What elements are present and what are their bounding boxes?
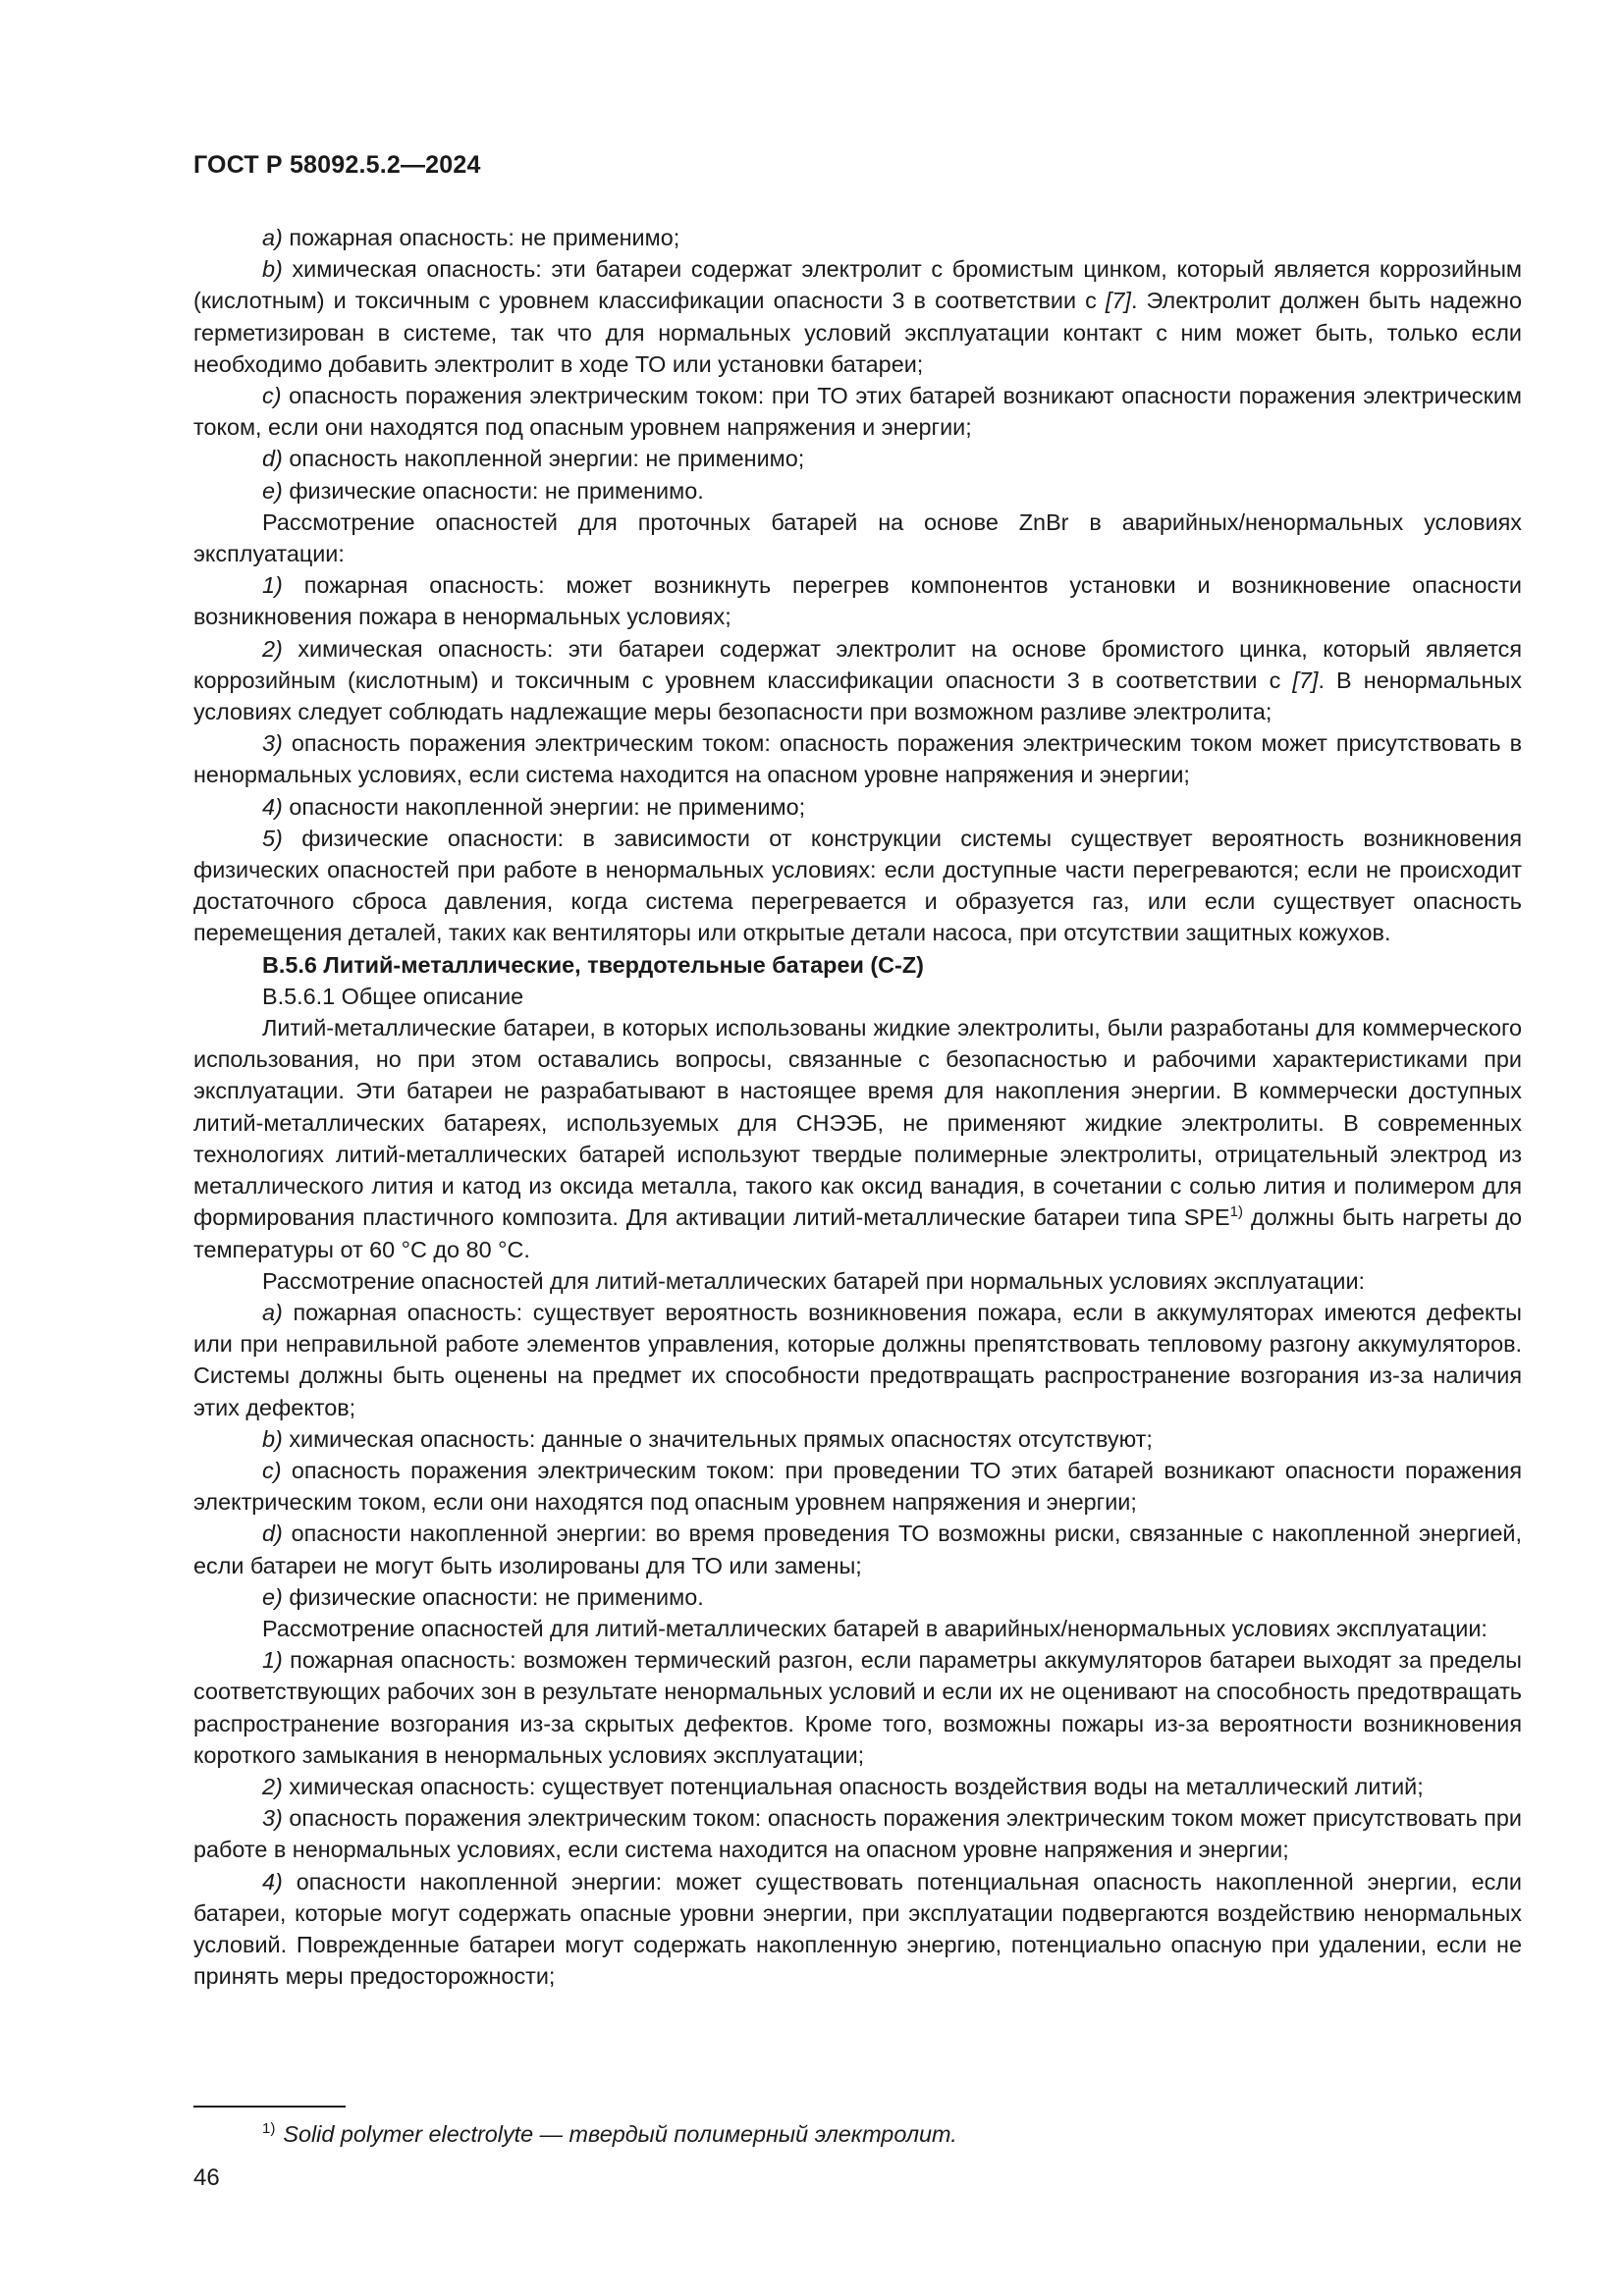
paragraph-text: Рассмотрение опасностей для литий-металлических батарей при нормальных условиях эксплуатации: — [262, 1267, 1366, 1294]
item-label: d) — [262, 446, 283, 472]
paragraph-text: В.5.6 Литий-металлические, твердотельные батареи (C-Z) — [262, 951, 924, 978]
paragraph-text: опасности накопленной энергии: не применимо; — [289, 793, 806, 820]
list-item — [193, 443, 1522, 474]
paragraph-text: пожарная опасность: может возникнуть перегрев компонентов установки и возникновение опасности возникновения пожара в ненормальных условиях; — [193, 572, 1522, 630]
document-body — [193, 222, 1522, 1992]
paragraph — [193, 1012, 1522, 1265]
list-item — [193, 253, 1522, 380]
paragraph-text: пожарная опасность: возможен термический разгон, если параметры аккумуляторов батареи выходят за пределы соответствующих рабочих зон в результате ненормальных условий и если их не оценивают на способность предотвращать распространение возгорания из-за скрытых дефектов. Кроме того, возможны пожары из-за вероятности возникновения короткого замыкания в ненормальных условиях эксплуатации; — [193, 1647, 1522, 1768]
item-label: 4) — [262, 1868, 283, 1895]
item-label: d) — [262, 1521, 283, 1547]
paragraph-text: Литий-металлические батареи, в которых использованы жидкие электролиты, были разработаны для коммерческого использования, но при этом оставались вопросы, связанные с безопасностью и рабочими характеристиками при эксплуатации. Эти батареи не разрабатывают в настоящее время для накопления энергии. В коммерчески доступных литий-металлических батареях, используемых для СНЭЭБ, не применяют жидкие электролиты. В современных технологиях литий-металлических батарей используют твердые полимерные электролиты, отрицательный электрод из металлического лития и катод из оксида металла, такого как оксид ванадия, в сочетании с солью лития и полимером для формирования пластичного композита. Для активации литий-металлические батареи типа SPE — [193, 1015, 1522, 1231]
footnote-mark: 1) — [262, 2120, 276, 2137]
list-item — [193, 1297, 1522, 1423]
list-item — [193, 633, 1522, 728]
footnote-separator — [193, 2106, 346, 2108]
item-label: с) — [262, 383, 282, 409]
list-item — [193, 475, 1522, 507]
list-item — [193, 1771, 1522, 1802]
list-item — [193, 823, 1522, 949]
paragraph-text: химическая опасность: данные о значительных прямых опасностях отсутствуют; — [289, 1425, 1153, 1452]
list-item — [193, 1644, 1522, 1771]
list-item — [193, 1455, 1522, 1518]
item-label: е) — [262, 1583, 283, 1610]
paragraph-text: опасность накопленной энергии: не применимо; — [289, 446, 805, 472]
item-label: 2) — [262, 635, 283, 662]
list-item — [193, 1866, 1522, 1993]
list-item — [193, 380, 1522, 443]
item-label: 3) — [262, 1805, 283, 1832]
list-item — [193, 791, 1522, 823]
item-label: 1) — [262, 1647, 283, 1674]
footnote — [262, 2118, 957, 2150]
item-label: а) — [262, 225, 283, 250]
paragraph-text: опасность поражения электрическим током: опасность поражения электрическим током может присутствовать при работе в ненормальных условиях, если система находится на опасном уровне напряжения и энергии; — [193, 1805, 1522, 1863]
paragraph-text: химическая опасность: эти батареи содержат электролит с бромистым цинком, который является коррозийным (кислотным) и токсичным с уровнем классификации опасности 3 в соответствии с [7]. Электролит должен быть надежно герметизирован в системе, так что для нормальных условий эксплуатации контакт с ним может быть, только если необходимо добавить электролит в ходе ТО или установки батареи; — [193, 256, 1522, 377]
paragraph-text: Рассмотрение опасностей для литий-металлических батарей в аварийных/ненормальных условиях эксплуатации: — [262, 1615, 1488, 1641]
list-item — [193, 1518, 1522, 1580]
paragraph-text-tail: должны быть нагреты до температуры от 60 °С до 80 °С. — [193, 1204, 1523, 1262]
list-item — [193, 222, 1522, 253]
paragraph-text: опасности накопленной энергии: во время проведения ТО возможны риски, связанные с накопленной энергией, если батареи не могут быть изолированы для ТО или замены; — [193, 1521, 1522, 1578]
section-heading — [193, 949, 1522, 981]
item-label: b) — [262, 256, 283, 283]
item-label: е) — [262, 477, 283, 504]
paragraph-text: химическая опасность: эти батареи содержат электролит на основе бромистого цинка, который является коррозийным (кислотным) и токсичным с уровнем классификации опасности 3 в соответствии с [7]. В ненормальных условиях следует соблюдать надлежащие меры безопасности при возможном разливе электролита; — [193, 635, 1523, 725]
paragraph-text: физические опасности: не применимо. — [289, 477, 704, 504]
item-label: 4) — [262, 793, 283, 820]
paragraph-text: физические опасности: в зависимости от конструкции системы существует вероятность возникновения физических опасностей при работе в ненормальных условиях: если доступные части перегреваются; если не происходит достаточного сброса давления, когда система перегревается и образуется газ, или если существует опасность перемещения деталей, таких как вентиляторы или открытые детали насоса, при отсутствии защитных кожухов. — [193, 825, 1522, 946]
paragraph-text: опасности накопленной энергии: может существовать потенциальная опасность накопленной энергии, если батареи, которые могут содержать опасные уровни энергии, при эксплуатации подвергаются воздействию ненормальных условий. Поврежденные батареи могут содержать накопленную энергию, потенциально опасную при удалении, если не принять меры предосторожности; — [193, 1868, 1522, 1990]
item-label: 2) — [262, 1773, 283, 1799]
item-label: с) — [262, 1457, 282, 1483]
list-item — [193, 1423, 1522, 1455]
paragraph — [193, 981, 1522, 1012]
item-label: 5) — [262, 825, 283, 851]
item-label: 1) — [262, 572, 283, 599]
paragraph — [193, 507, 1522, 569]
footnote-reference: 1) — [1229, 1203, 1243, 1221]
paragraph — [193, 1613, 1522, 1644]
paragraph-text: физические опасности: не применимо. — [289, 1583, 704, 1610]
paragraph-text: В.5.6.1 Общее описание — [262, 983, 524, 1009]
list-item — [193, 1802, 1522, 1865]
paragraph-text: опасность поражения электрическим током: при проведении ТО этих батарей возникают опасности поражения электрическим током, если они находятся под опасным уровнем напряжения и энергии; — [193, 1457, 1523, 1516]
document-code-header: ГОСТ Р 58092.5.2—2024 — [193, 151, 481, 179]
page-number: 46 — [193, 2164, 220, 2191]
footnote-text: Solid polymer electrolyte — твердый полимерный электролит. — [283, 2121, 957, 2147]
paragraph-text: пожарная опасность: не применимо; — [289, 225, 680, 250]
paragraph-text: Рассмотрение опасностей для проточных батарей на основе ZnBr в аварийных/ненормальных условиях эксплуатации: — [193, 508, 1522, 567]
paragraph-text: химическая опасность: существует потенциальная опасность воздействия воды на металлический литий; — [289, 1773, 1424, 1799]
list-item — [193, 1581, 1522, 1613]
paragraph-text: пожарная опасность: существует вероятность возникновения пожара, если в аккумуляторах имеются дефекты или при неправильной работе элементов управления, которые должны препятствовать тепловому разгону аккумуляторов. Системы должны быть оценены на предмет их способности предотвращать распространение возгорания из-за наличия этих дефектов; — [193, 1299, 1522, 1420]
item-label: 3) — [262, 730, 283, 757]
list-item — [193, 727, 1522, 790]
list-item — [193, 569, 1522, 632]
item-label: b) — [262, 1425, 283, 1452]
item-label: а) — [262, 1299, 283, 1325]
paragraph-text: опасность поражения электрическим током: при ТО этих батарей возникают опасности поражения электрическим током, если они находятся под опасным уровнем напряжения и энергии; — [193, 383, 1522, 441]
paragraph-text: опасность поражения электрическим током: опасность поражения электрическим током может присутствовать в ненормальных условиях, если система находится на опасном уровне напряжения и энергии; — [193, 730, 1522, 788]
paragraph — [193, 1265, 1522, 1297]
